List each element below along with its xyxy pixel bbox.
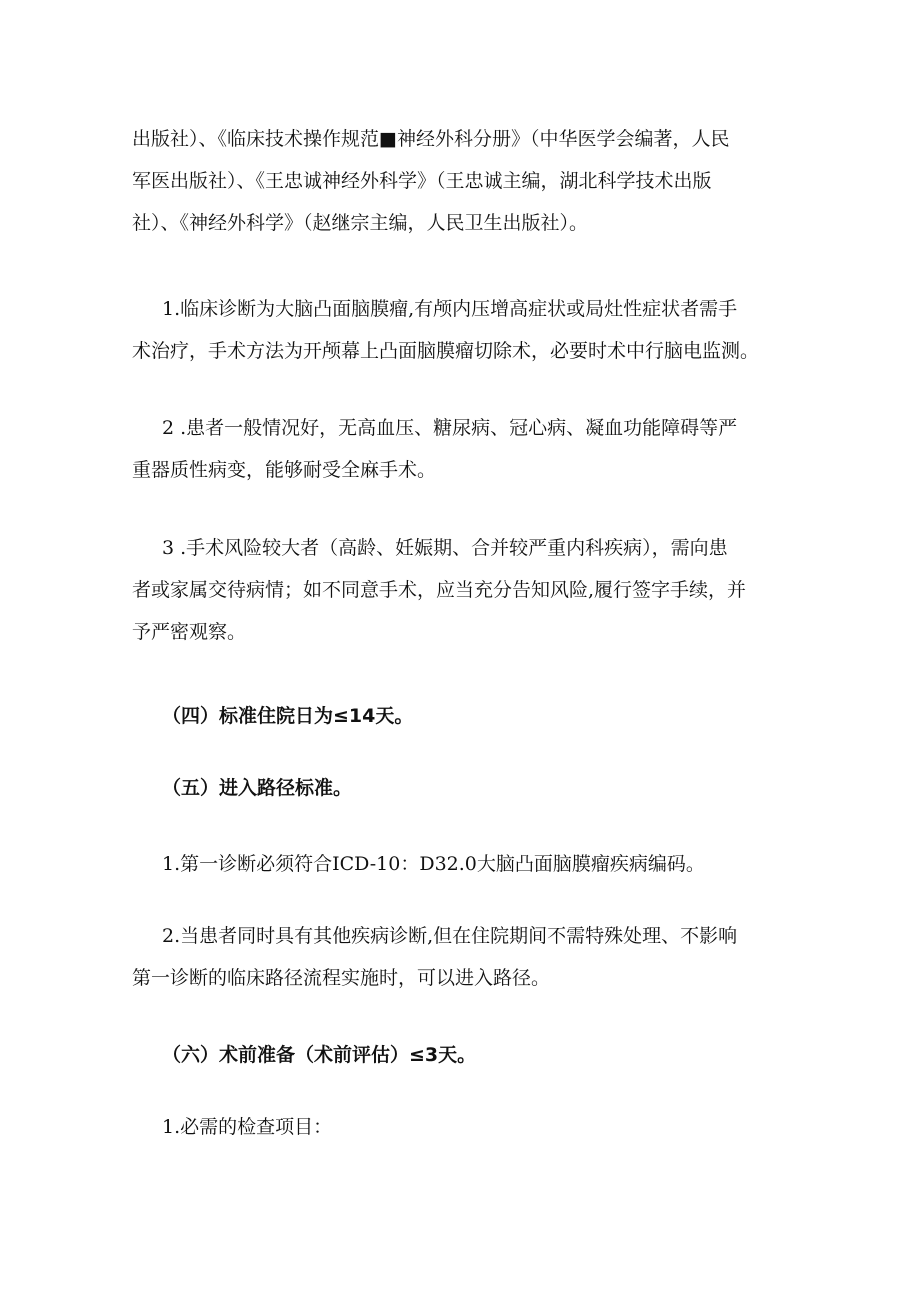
text-line: 予严密观察。 xyxy=(132,621,247,643)
item-2-paragraph xyxy=(132,407,808,491)
item-3-paragraph xyxy=(132,527,808,653)
text-line: 出版社）、《临床技术操作规范■神经外科分册》（中华医学会编著，人民 xyxy=(132,128,730,150)
heading-text: （五）进入路径标准。 xyxy=(162,777,353,799)
text-line: 1.临床诊断为大脑凸面脑膜瘤,有颅内压增高症状或局灶性症状者需手 xyxy=(162,298,738,320)
text-line: 1.第一诊断必须符合ICD-10：D32.0大脑凸面脑膜瘤疾病编码。 xyxy=(162,853,705,875)
prep-1-paragraph xyxy=(132,1106,808,1148)
text-line: 术治疗，手术方法为开颅幕上凸面脑膜瘤切除术，必要时术中行脑电监测。 xyxy=(132,340,760,362)
text-line: 者或家属交待病情；如不同意手术，应当充分告知风险,履行签字手续，并 xyxy=(132,579,747,601)
intro-paragraph xyxy=(132,118,808,244)
item-1-paragraph xyxy=(132,288,808,372)
criteria-1-paragraph xyxy=(132,843,808,885)
text-line: 2.当患者同时具有其他疾病诊断,但在住院期间不需特殊处理、不影响 xyxy=(162,925,738,947)
text-line: 第一诊断的临床路径流程实施时，可以进入路径。 xyxy=(132,967,551,989)
text-line: 社）、《神经外科学》（赵继宗主编，人民卫生出版社）。 xyxy=(132,212,589,234)
text-line: 军医出版社）、《王忠诚神经外科学》（王忠诚主编，湖北科学技术出版 xyxy=(132,170,712,192)
heading-text: （六）术前准备（术前评估）≤3天。 xyxy=(162,1044,477,1066)
text-line: 2 .患者一般情况好，无高血压、糖尿病、冠心病、凝血功能障碍等严 xyxy=(162,417,738,439)
criteria-2-paragraph xyxy=(132,915,808,999)
heading-text: （四）标准住院日为≤14天。 xyxy=(162,705,414,727)
section-heading-6 xyxy=(132,1034,808,1076)
text-line: 3 .手术风险较大者（高龄、妊娠期、合并较严重内科疾病），需向患 xyxy=(162,537,728,559)
text-line: 1.必需的检查项目： xyxy=(162,1116,333,1138)
text-line: 重器质性病变，能够耐受全麻手术。 xyxy=(132,459,437,481)
section-heading-4 xyxy=(132,695,808,737)
section-heading-5 xyxy=(132,767,808,809)
